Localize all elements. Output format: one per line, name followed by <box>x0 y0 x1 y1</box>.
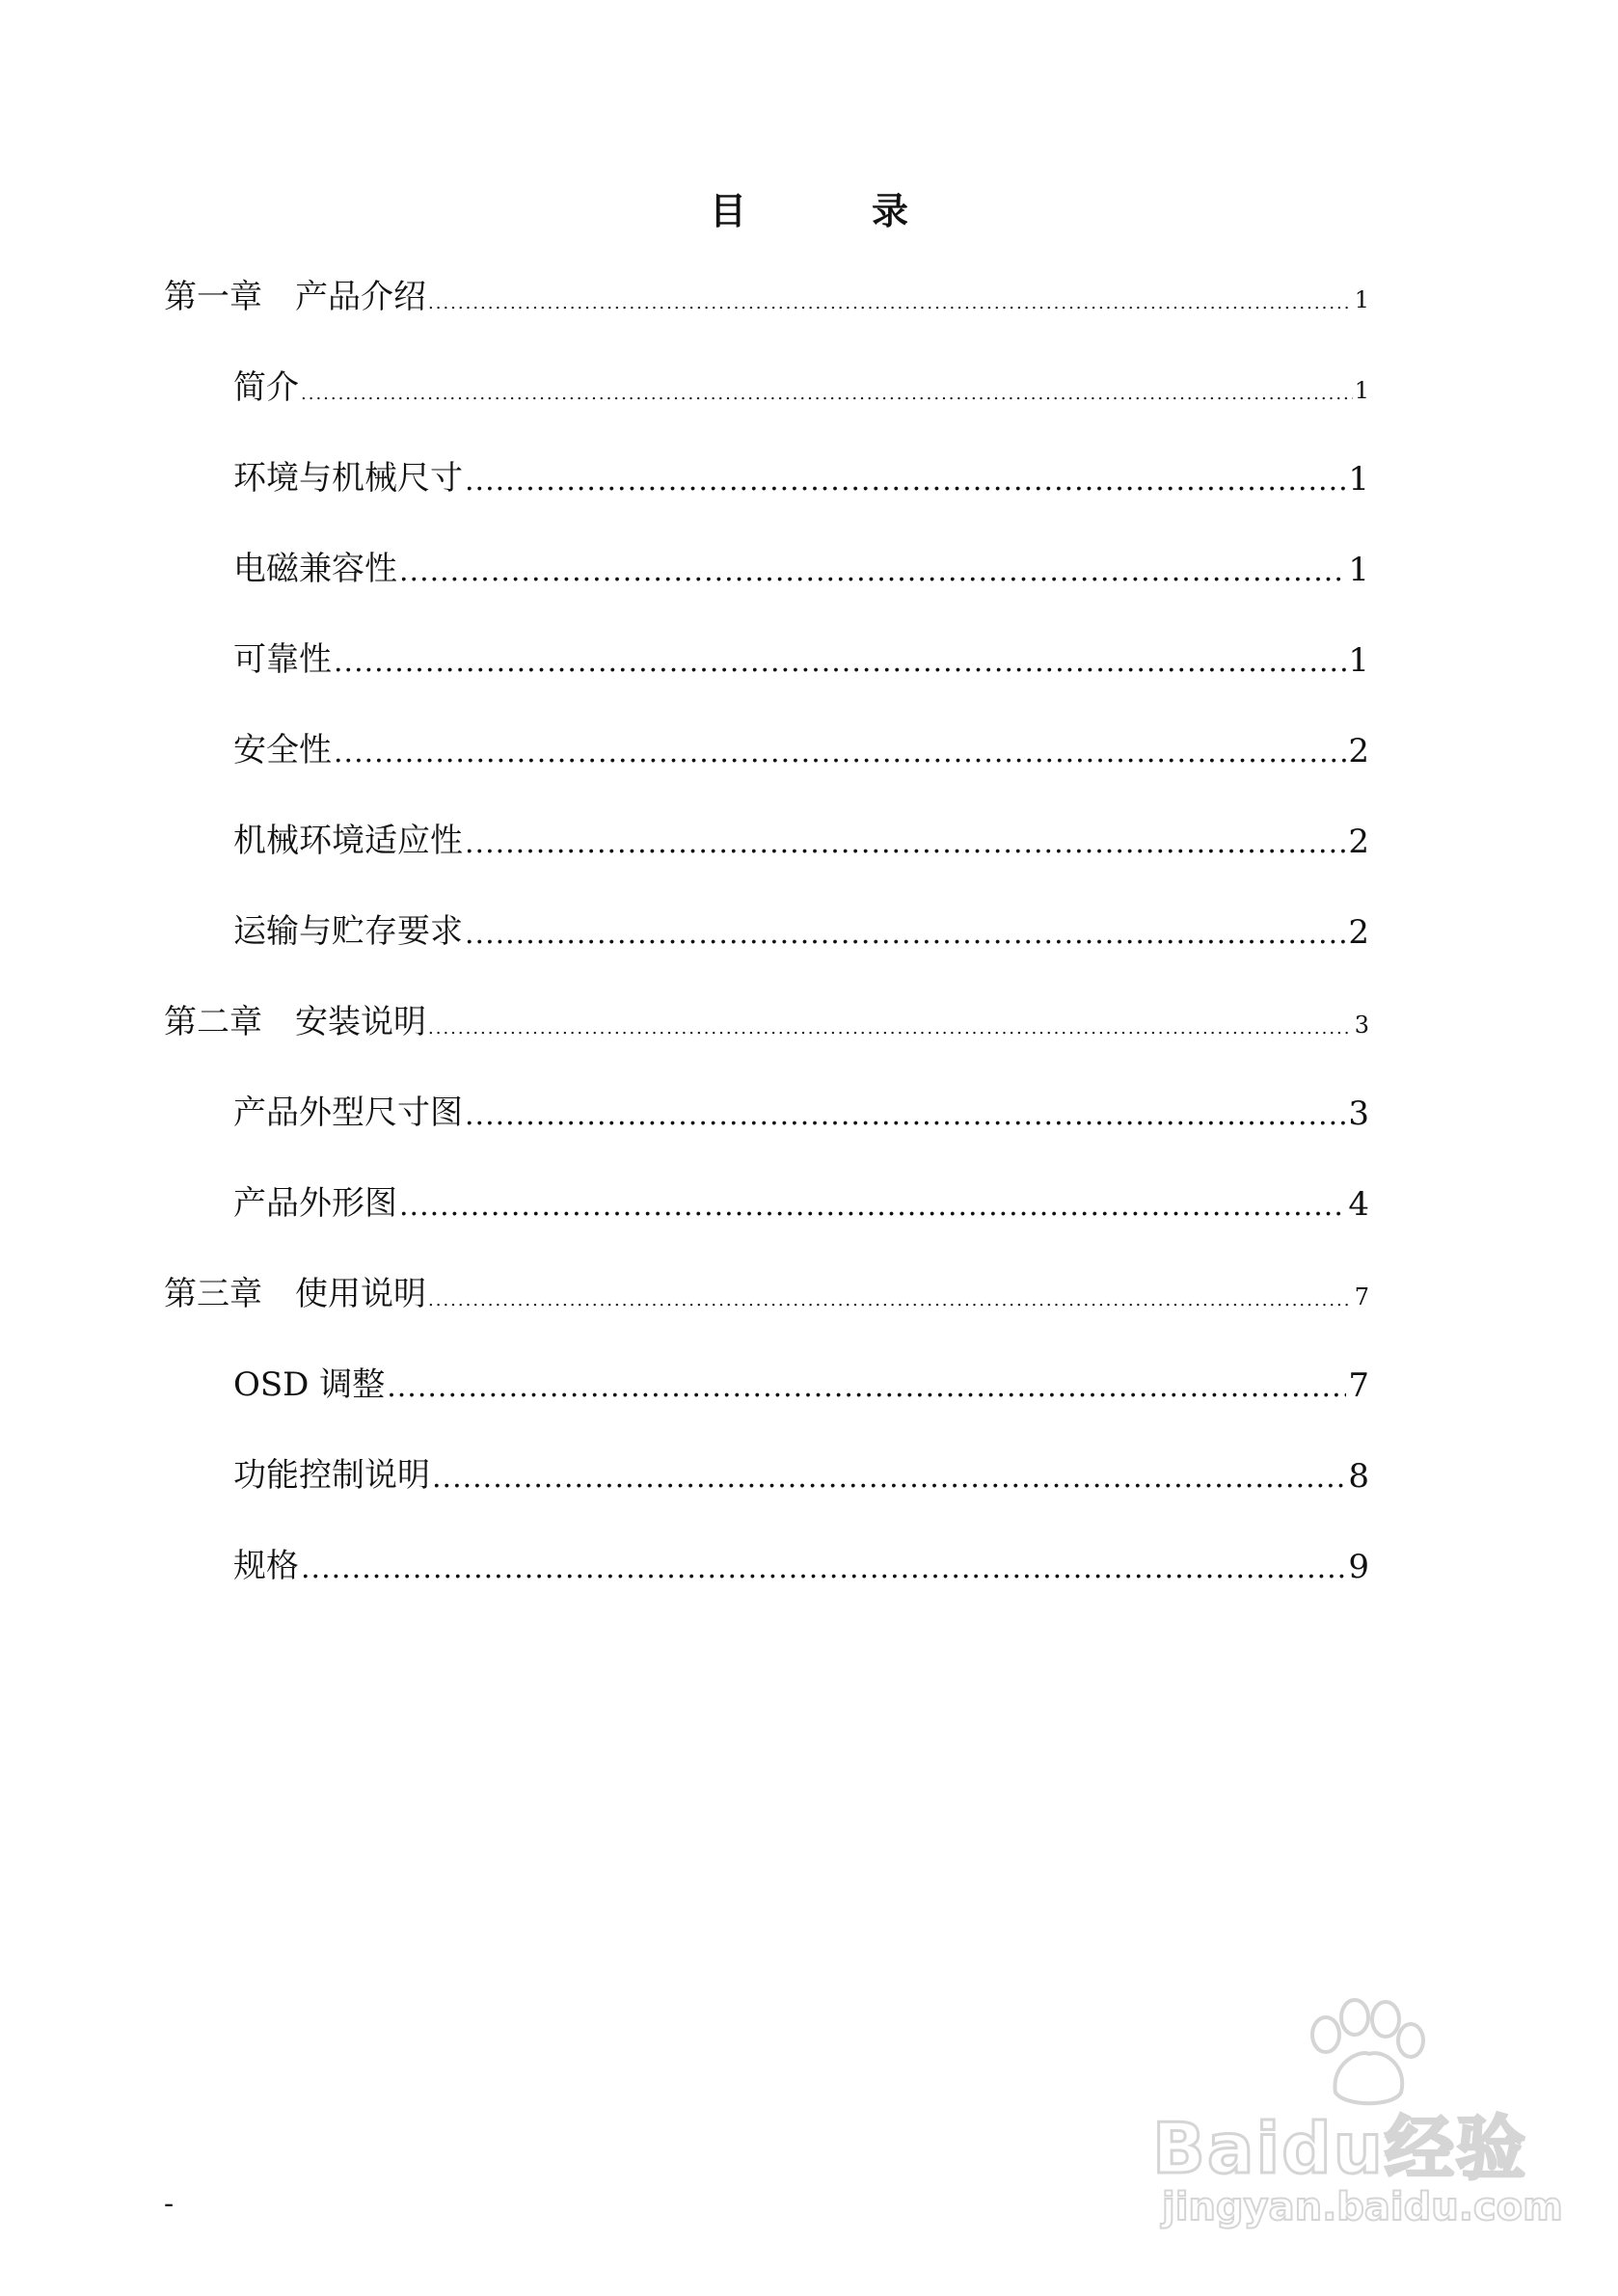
toc-entry-label: 运输与贮存要求 <box>233 912 463 951</box>
page-footer: - <box>164 2187 175 2221</box>
toc-entry-label: 第二章 安装说明 <box>164 1003 426 1041</box>
dot-leader <box>399 551 1346 589</box>
dot-leader <box>334 732 1346 770</box>
toc-chapter-2[interactable] <box>164 995 1369 1042</box>
toc-page-number: 1 <box>1348 641 1369 680</box>
toc-page-number: 3 <box>1354 1012 1369 1039</box>
toc-chapter-3[interactable] <box>164 1267 1369 1314</box>
toc-page-number: 8 <box>1348 1457 1369 1496</box>
toc-page-number: 9 <box>1348 1548 1369 1586</box>
toc-entry-label: 产品外型尺寸图 <box>233 1094 463 1132</box>
toc-section-reliability[interactable] <box>233 633 1369 680</box>
toc-chapter-1[interactable] <box>164 270 1369 317</box>
baidu-watermark <box>1152 1996 1563 2247</box>
toc-page-number: 1 <box>1348 551 1369 589</box>
toc-page-number: 2 <box>1348 732 1369 770</box>
dot-leader <box>428 279 1353 317</box>
toc-section-osd[interactable] <box>233 1358 1369 1405</box>
toc-page-number: 4 <box>1348 1185 1369 1224</box>
toc-entry-label: 环境与机械尺寸 <box>233 459 463 498</box>
dot-leader <box>387 1366 1346 1405</box>
toc-entry-label: 简介 <box>233 368 299 407</box>
toc-section-function-control[interactable] <box>233 1448 1369 1496</box>
toc-entry-label: 可靠性 <box>233 640 332 679</box>
dot-leader <box>465 1094 1346 1133</box>
dot-leader <box>432 1457 1346 1496</box>
toc-section-dimension-drawing[interactable] <box>233 1086 1369 1133</box>
toc-entry-label: 规格 <box>233 1547 299 1585</box>
toc-entry-label: 第三章 使用说明 <box>164 1275 426 1313</box>
toc-entry-label: OSD 调整 <box>233 1365 386 1404</box>
toc-entry-label: 产品外形图 <box>233 1184 397 1223</box>
toc-page-number: 7 <box>1348 1366 1369 1405</box>
watermark-url: jingyan.baidu.com <box>1162 2185 1563 2229</box>
toc-entry-label: 电磁兼容性 <box>233 550 397 588</box>
toc-entry-label: 机械环境适应性 <box>233 822 463 860</box>
toc-section-environment[interactable] <box>233 451 1369 499</box>
toc-section-emc[interactable] <box>233 542 1369 589</box>
dot-leader <box>428 1004 1353 1042</box>
dot-leader <box>465 913 1346 952</box>
toc-section-intro[interactable] <box>233 361 1369 408</box>
toc-entry-label: 第一章 产品介绍 <box>164 278 426 316</box>
toc-page-number: 1 <box>1354 377 1369 404</box>
toc-section-transport[interactable] <box>233 905 1369 952</box>
toc-section-safety[interactable] <box>233 723 1369 770</box>
dot-leader <box>465 460 1346 499</box>
toc-section-appearance[interactable] <box>233 1176 1369 1224</box>
toc-page-number: 2 <box>1348 913 1369 952</box>
dot-leader <box>428 1276 1353 1314</box>
dot-leader <box>301 369 1353 408</box>
toc-page-number: 1 <box>1348 460 1369 499</box>
toc-page-number: 3 <box>1348 1094 1369 1133</box>
dot-leader <box>465 823 1346 861</box>
toc-page-number: 7 <box>1354 1283 1369 1310</box>
dot-leader <box>334 641 1346 680</box>
dot-leader <box>301 1548 1346 1586</box>
toc-entry-label: 功能控制说明 <box>233 1456 430 1495</box>
toc-page-number: 2 <box>1348 823 1369 861</box>
toc-entry-label: 安全性 <box>233 731 332 770</box>
toc-page-number: 1 <box>1354 286 1369 313</box>
toc-section-mechanical[interactable] <box>233 814 1369 861</box>
watermark-brand: Baidu经验 <box>1152 2108 1527 2189</box>
dot-leader <box>399 1185 1346 1224</box>
toc-section-specs[interactable] <box>233 1539 1369 1586</box>
toc-title: 目 录 <box>709 189 953 232</box>
